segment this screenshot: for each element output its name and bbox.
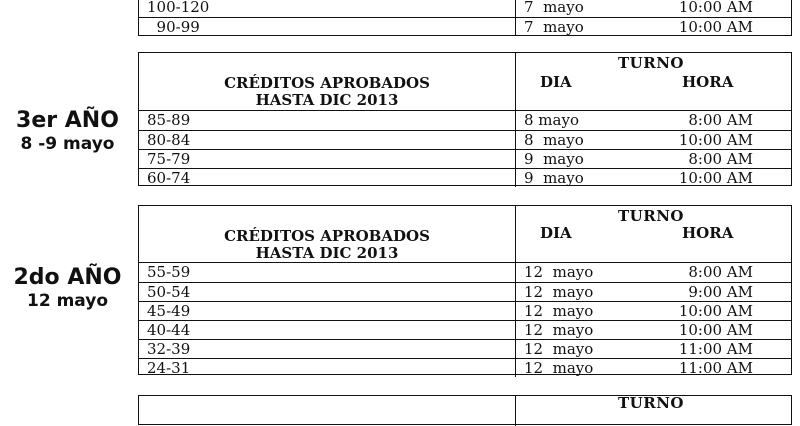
table-row [139,111,791,130]
hora-header: HORA [682,73,734,91]
table-row [139,149,791,168]
time-cell: 8:00 AM [688,150,753,168]
day-cell: 7 mayo [524,18,584,36]
turno-header: TURNO [618,394,684,412]
time-cell: 10:00 AM [678,131,753,149]
table-header [139,206,791,263]
time-cell: 10:00 AM [678,0,753,16]
day-cell: 12 mayo [524,359,594,377]
time-cell: 8:00 AM [688,263,753,281]
table-header [139,396,791,426]
year-dates: 8 -9 mayo [20,134,115,154]
turno-header-cell [516,53,791,110]
day-cell: 12 mayo [524,340,594,358]
time-cell: 10:00 AM [678,302,753,320]
credits-range-cell: 100-120 [139,0,516,17]
dia-header: DIA [540,224,572,242]
hora-header: HORA [682,224,734,242]
day-cell: 12 mayo [524,302,594,320]
time-cell: 10:00 AM [678,18,753,36]
time-cell: 10:00 AM [678,321,753,339]
turno-header: TURNO [618,207,684,225]
table-row [139,130,791,149]
time-cell: 9:00 AM [688,283,753,301]
credits-header-line2: HASTA DIC 2013 [255,91,399,109]
schedule-table-third-year [138,52,792,186]
table-row [139,301,791,320]
day-cell: 8 mayo [524,111,579,129]
credits-range-cell: 75-79 [139,150,516,168]
credits-range-cell: 55-59 [139,263,516,282]
credits-header-line1: CRÉDITOS APROBADOS [224,227,430,245]
turno-header: TURNO [618,54,684,72]
day-cell: 8 mayo [524,131,584,149]
schedule-table-second-year [138,205,792,375]
time-cell: 10:00 AM [678,169,753,187]
credits-range-cell: 80-84 [139,131,516,149]
second-year-label [0,267,135,310]
credits-range-cell: 50-54 [139,283,516,301]
table-row [139,168,791,187]
credits-header-line1: CRÉDITOS APROBADOS [224,74,430,92]
table-row [139,320,791,339]
credits-header-cell [139,396,516,426]
credits-header-cell [139,53,516,110]
table-row [139,339,791,358]
day-cell: 12 mayo [524,321,594,339]
schedule-table-top [138,0,792,36]
day-cell: 7 mayo [524,0,584,16]
table-row [139,263,791,282]
day-cell: 12 mayo [524,263,594,281]
dia-header: DIA [540,73,572,91]
table-row [139,358,791,377]
table-row [139,17,791,36]
turno-header-cell [516,396,791,426]
day-cell: 9 mayo [524,150,584,168]
credits-range-cell: 40-44 [139,321,516,339]
credits-header-line2: HASTA DIC 2013 [255,244,399,262]
third-year-label [0,110,135,153]
credits-range-cell: 90-99 [139,18,516,36]
credits-range-cell: 45-49 [139,302,516,320]
time-cell: 8:00 AM [688,111,753,129]
table-row [139,0,791,17]
day-cell: 9 mayo [524,169,584,187]
credits-header-cell [139,206,516,262]
credits-range-cell: 60-74 [139,169,516,187]
year-title: 3er AÑO [16,108,119,133]
credits-range-cell: 32-39 [139,340,516,358]
year-title: 2do AÑO [13,265,122,290]
year-dates: 12 mayo [27,291,108,311]
table-header [139,53,791,111]
time-cell: 11:00 AM [678,359,753,377]
credits-range-cell: 24-31 [139,359,516,377]
turno-header-cell [516,206,791,262]
day-cell: 12 mayo [524,283,594,301]
table-row [139,282,791,301]
time-cell: 11:00 AM [678,340,753,358]
credits-range-cell: 85-89 [139,111,516,130]
